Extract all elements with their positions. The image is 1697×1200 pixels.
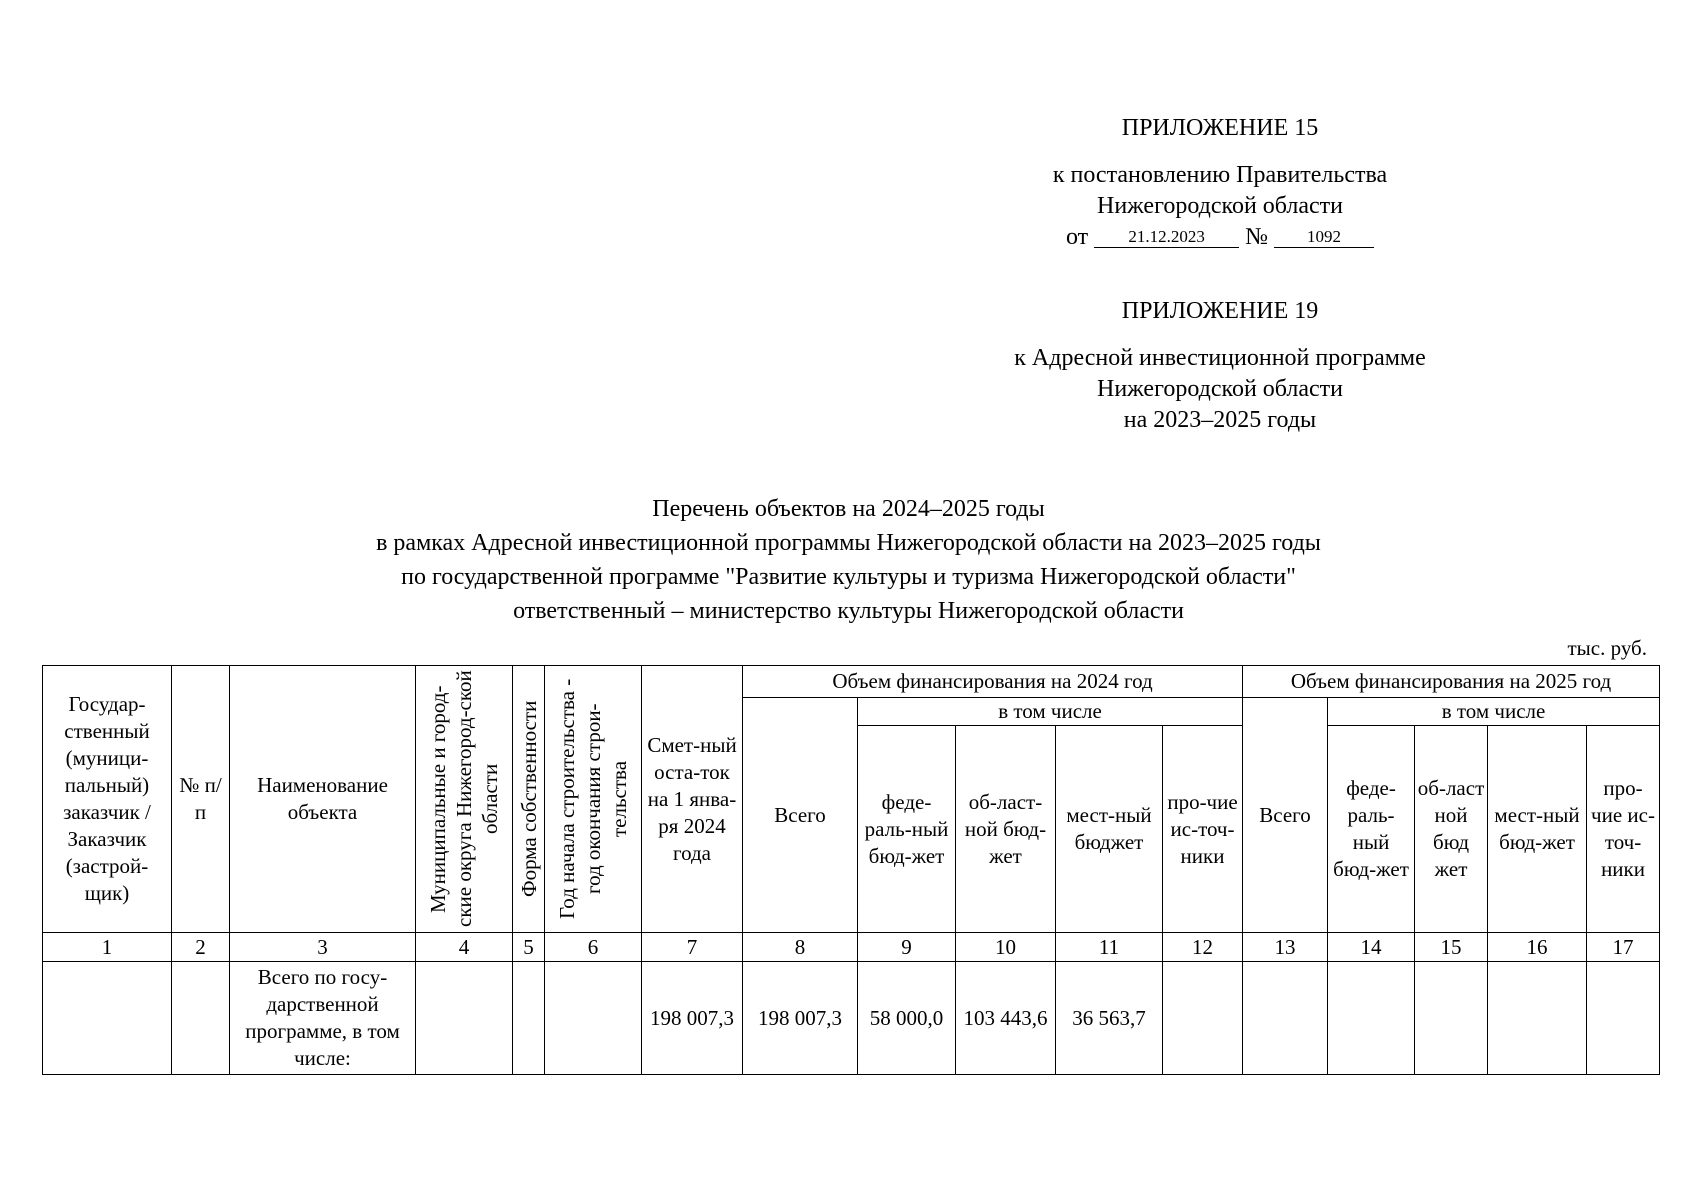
header-years-text: Год начала строительства - год окончания строи-тельства <box>555 678 631 920</box>
column-number: 1 <box>43 933 172 962</box>
appendix-15-block <box>940 113 1500 253</box>
cell-municipality <box>416 962 513 1075</box>
cell-regional-2024: 103 443,6 <box>956 962 1056 1075</box>
cell-number <box>172 962 230 1075</box>
header-number: № п/п <box>172 666 230 933</box>
cell-other-2025 <box>1587 962 1660 1075</box>
column-number: 3 <box>230 933 416 962</box>
header-federal-2024: феде-раль-ный бюд-жет <box>858 726 956 933</box>
header-financing-2025: Объем финансирования на 2025 год <box>1243 666 1660 698</box>
column-number: 7 <box>642 933 743 962</box>
header-local-2024: мест-ный бюджет <box>1056 726 1163 933</box>
column-number: 11 <box>1056 933 1163 962</box>
appendix-19-line2: Нижегородской области <box>1096 376 1344 402</box>
column-number: 14 <box>1328 933 1415 962</box>
cell-regional-2025 <box>1415 962 1488 1075</box>
appendix-19-block <box>940 296 1500 436</box>
cell-years <box>545 962 642 1075</box>
appendix-15-title: ПРИЛОЖЕНИЕ 15 <box>1121 115 1319 141</box>
header-customer: Государ-ственный (муници-пальный) заказчик / Заказчик (застрой-щик) <box>43 666 172 933</box>
header-financing-2024: Объем финансирования на 2024 год <box>743 666 1243 698</box>
column-number: 5 <box>513 933 545 962</box>
document-title-line3: по государственной программе "Развитие культуры и туризма Нижегородской области" <box>401 564 1296 590</box>
header-regional-2024: об-ласт-ной бюд-жет <box>956 726 1056 933</box>
cell-ownership <box>513 962 545 1075</box>
cell-object-name: Всего по госу-дарственной программе, в том числе: <box>230 962 416 1075</box>
cell-total-2025 <box>1243 962 1328 1075</box>
column-number: 9 <box>858 933 956 962</box>
cell-local-2024: 36 563,7 <box>1056 962 1163 1075</box>
header-estimate: Смет-ный оста-ток на 1 янва-ря 2024 года <box>642 666 743 933</box>
header-years <box>545 666 642 933</box>
cell-total-2024: 198 007,3 <box>743 962 858 1075</box>
column-number: 8 <box>743 933 858 962</box>
column-number: 6 <box>545 933 642 962</box>
header-federal-2025: феде-раль-ный бюд-жет <box>1328 726 1415 933</box>
header-local-2025: мест-ный бюд-жет <box>1488 726 1587 933</box>
resolution-number: 1092 <box>1274 227 1374 248</box>
date-prefix: от <box>1065 224 1089 250</box>
units-label: тыс. руб. <box>1567 636 1647 660</box>
column-number: 15 <box>1415 933 1488 962</box>
column-number: 4 <box>416 933 513 962</box>
appendix-15-line2: Нижегородской области <box>1096 193 1344 219</box>
column-number: 10 <box>956 933 1056 962</box>
document-title-line1: Перечень объектов на 2024–2025 годы <box>652 496 1045 522</box>
cell-federal-2024: 58 000,0 <box>858 962 956 1075</box>
column-number: 13 <box>1243 933 1328 962</box>
header-total-2025: Всего <box>1243 698 1328 933</box>
header-including-2025: в том числе <box>1328 698 1660 726</box>
cell-other-2024 <box>1163 962 1243 1075</box>
cell-local-2025 <box>1488 962 1587 1075</box>
document-title <box>0 492 1697 628</box>
column-number: 2 <box>172 933 230 962</box>
header-ownership-text: Форма собственности <box>516 700 541 898</box>
document-title-line4: ответственный – министерство культуры Нижегородской области <box>513 598 1184 624</box>
resolution-date: 21.12.2023 <box>1094 227 1239 248</box>
header-other-2025: про-чие ис-точ-ники <box>1587 726 1660 933</box>
appendix-19-title: ПРИЛОЖЕНИЕ 19 <box>1121 298 1319 324</box>
cell-estimate: 198 007,3 <box>642 962 743 1075</box>
header-object-name: Наименование объекта <box>230 666 416 933</box>
resolution-date-line <box>940 222 1500 253</box>
header-municipality-text: Муниципальные и город-ские округа Нижегород-ской области <box>426 670 502 928</box>
appendix-19-line1: к Адресной инвестиционной программе <box>1014 345 1426 371</box>
header-regional-2025: об-ласт ной бюд жет <box>1415 726 1488 933</box>
cell-customer <box>43 962 172 1075</box>
header-ownership <box>513 666 545 933</box>
cell-federal-2025 <box>1328 962 1415 1075</box>
column-number: 17 <box>1587 933 1660 962</box>
header-other-2024: про-чие ис-точ-ники <box>1163 726 1243 933</box>
column-numbers-row <box>43 933 1660 962</box>
table-row <box>43 962 1660 1075</box>
number-sign: № <box>1245 224 1269 250</box>
column-number: 16 <box>1488 933 1587 962</box>
appendix-19-line3: на 2023–2025 годы <box>1123 407 1317 433</box>
column-number: 12 <box>1163 933 1243 962</box>
header-total-2024: Всего <box>743 698 858 933</box>
header-municipality <box>416 666 513 933</box>
objects-table <box>42 665 1660 1075</box>
document-title-line2: в рамках Адресной инвестиционной программы Нижегородской области на 2023–2025 годы <box>376 530 1321 556</box>
header-including-2024: в том числе <box>858 698 1243 726</box>
appendix-15-line1: к постановлению Правительства <box>1052 162 1388 188</box>
